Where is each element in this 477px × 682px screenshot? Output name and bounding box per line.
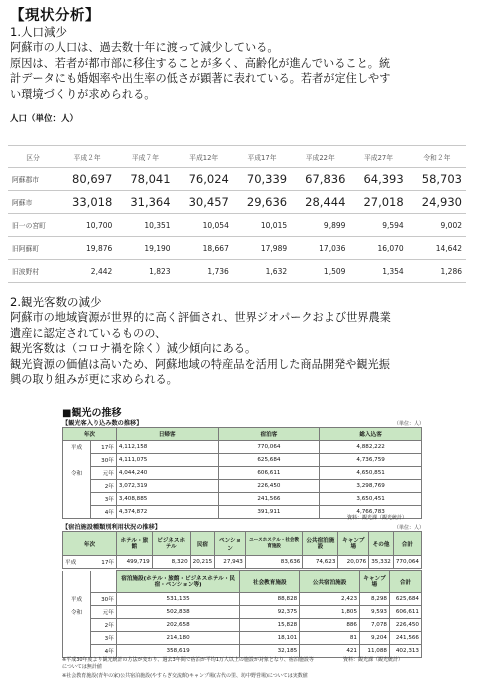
lodging-table-a xyxy=(62,531,422,569)
era-cell: 令和 xyxy=(63,606,91,619)
cell: 502,838 xyxy=(116,606,240,619)
cell: 17,989 xyxy=(233,237,291,260)
cell: 81 xyxy=(300,632,360,645)
cell: 2,423 xyxy=(300,593,360,606)
cell: 10,015 xyxy=(233,214,291,237)
cell: 202,658 xyxy=(116,619,240,632)
cell: 625,684 xyxy=(389,593,421,606)
cell: 18,667 xyxy=(175,237,233,260)
cell: 4,736,759 xyxy=(320,454,422,467)
cell: 8,320 xyxy=(152,556,190,569)
table1-source: 資料：観光課（観光統計） xyxy=(347,515,408,521)
header-cell: 平成22年 xyxy=(291,146,349,168)
header-cell: キャンプ場 xyxy=(338,532,369,556)
cell: 1,632 xyxy=(233,260,291,283)
cell: 16,070 xyxy=(349,237,407,260)
table-row xyxy=(63,480,422,493)
cell: 1,509 xyxy=(291,260,349,283)
era-cell xyxy=(63,454,91,467)
cell: 4,044,240 xyxy=(116,467,218,480)
cell: 20,076 xyxy=(338,556,369,569)
cell: 499,719 xyxy=(117,556,153,569)
year-cell: 30年 xyxy=(90,593,116,606)
header-cell: ビジネスホテル xyxy=(152,532,190,556)
cell: 606,611 xyxy=(389,606,421,619)
header-cell: 宿泊客 xyxy=(218,428,320,441)
era-cell xyxy=(63,493,91,506)
cell: 28,444 xyxy=(291,191,349,214)
cell: 15,828 xyxy=(240,619,300,632)
cell: 531,135 xyxy=(116,593,240,606)
cell: 10,054 xyxy=(175,214,233,237)
paragraph-line: 遺産に認定されているものの、 xyxy=(10,326,167,340)
cell: 226,450 xyxy=(389,619,421,632)
blank-cell xyxy=(63,571,91,593)
header-cell: 区分 xyxy=(8,146,58,168)
era-cell xyxy=(63,632,91,645)
header-cell: 公共宿泊施設 xyxy=(300,571,360,593)
cell: 67,836 xyxy=(291,168,349,191)
cell: 17,036 xyxy=(291,237,349,260)
era-cell xyxy=(63,506,91,519)
header-cell: 年次 xyxy=(63,532,117,556)
table-row xyxy=(8,214,466,237)
table-row xyxy=(63,493,422,506)
paragraph-line: 阿蘇市の人口は、過去数十年に渡って減少している。 xyxy=(10,41,279,54)
cell: 1,354 xyxy=(349,260,407,283)
cell: 770,064 xyxy=(218,441,320,454)
header-cell: 合計 xyxy=(393,532,421,556)
cell: 30,457 xyxy=(175,191,233,214)
header-cell: 合計 xyxy=(389,571,421,593)
table-row xyxy=(63,454,422,467)
lodging-table-b xyxy=(62,570,422,658)
cell: 7,078 xyxy=(360,619,390,632)
section2-title: 2.観光客数の減少 xyxy=(10,295,102,309)
cell: 4,766,783 xyxy=(320,506,422,519)
cell: 3,408,885 xyxy=(116,493,218,506)
header-cell: 平成２年 xyxy=(58,146,116,168)
cell: 27,018 xyxy=(349,191,407,214)
cell: 241,566 xyxy=(389,632,421,645)
cell: 3,072,319 xyxy=(116,480,218,493)
year-cell: 17年 xyxy=(90,441,116,454)
cell: 1,823 xyxy=(116,260,174,283)
cell: 64,393 xyxy=(349,168,407,191)
row-label: 旧阿蘇町 xyxy=(8,237,58,260)
header-cell: キャンプ場 xyxy=(360,571,390,593)
table-header-row xyxy=(63,428,422,441)
cell: 58,703 xyxy=(408,168,466,191)
cell: 4,112,158 xyxy=(116,441,218,454)
cell: 9,899 xyxy=(291,214,349,237)
year-cell: 元年 xyxy=(90,606,116,619)
cell: 391,911 xyxy=(218,506,320,519)
header-cell: 日帰客 xyxy=(116,428,218,441)
cell: 11,088 xyxy=(360,645,390,658)
row-label: 阿蘇市 xyxy=(8,191,58,214)
cell: 19,876 xyxy=(58,237,116,260)
cell: 214,180 xyxy=(116,632,240,645)
cell: 20,215 xyxy=(190,556,215,569)
header-cell: 平成12年 xyxy=(175,146,233,168)
table1-caption: 【観光客入り込み数の推移】 xyxy=(62,420,143,427)
table2-source: 資料：観光課（観光統計） xyxy=(343,657,404,663)
cell: 18,101 xyxy=(240,632,300,645)
cell: 33,018 xyxy=(58,191,116,214)
cell: 80,697 xyxy=(58,168,116,191)
table-row xyxy=(8,168,466,191)
cell: 1,805 xyxy=(300,606,360,619)
cell: 4,111,075 xyxy=(116,454,218,467)
blank-cell xyxy=(90,571,116,593)
cell: 241,566 xyxy=(218,493,320,506)
cell: 8,298 xyxy=(360,593,390,606)
year-label: 17年 xyxy=(101,560,114,566)
cell: 83,636 xyxy=(245,556,303,569)
section1-text xyxy=(10,40,475,102)
cell: 78,041 xyxy=(116,168,174,191)
header-cell: 令和２年 xyxy=(408,146,466,168)
cell: 1,286 xyxy=(408,260,466,283)
cell: 9,594 xyxy=(349,214,407,237)
era-year-cell xyxy=(63,556,117,569)
table2-note1: ※平成30年度より観光統計の方法が変わり、過去3年間で宿泊が平均1万人以上の施設が対象となり、宿泊施設等 xyxy=(62,657,314,663)
population-table-caption: 人口（単位：人） xyxy=(10,114,79,124)
table-row xyxy=(8,260,466,283)
year-cell: 4年 xyxy=(90,645,116,658)
year-cell: 3年 xyxy=(90,632,116,645)
paragraph-line: い環境づくりが求められる。 xyxy=(10,87,156,101)
header-cell: 公共宿泊施設 xyxy=(303,532,338,556)
table1-unit: （単位：人） xyxy=(394,421,425,427)
cell: 9,002 xyxy=(408,214,466,237)
header-cell: 民宿 xyxy=(190,532,215,556)
header-cell: ペンション xyxy=(215,532,246,556)
paragraph-line: 原因は、若者が都市部に移住することが多く、高齢化が進んでいること。統 xyxy=(10,56,391,70)
cell: 35,332 xyxy=(369,556,394,569)
cell: 421 xyxy=(300,645,360,658)
table2-note1b: については無計値 xyxy=(62,664,102,670)
year-cell: 2年 xyxy=(90,480,116,493)
year-cell: 30年 xyxy=(90,454,116,467)
cell: 4,882,222 xyxy=(320,441,422,454)
cell: 70,339 xyxy=(233,168,291,191)
cell: 19,190 xyxy=(116,237,174,260)
header-cell: 年次 xyxy=(63,428,117,441)
year-cell: 元年 xyxy=(90,467,116,480)
cell: 14,642 xyxy=(408,237,466,260)
page-heading: 【現状分析】 xyxy=(10,8,100,24)
cell: 1,736 xyxy=(175,260,233,283)
header-cell: 総入込客 xyxy=(320,428,422,441)
cell: 3,298,769 xyxy=(320,480,422,493)
cell: 10,700 xyxy=(58,214,116,237)
cell: 770,064 xyxy=(393,556,421,569)
cell: 4,374,872 xyxy=(116,506,218,519)
paragraph-line: 阿蘇市の地域資源が世界的に高く評価され、世界ジオパークおよび世界農業 xyxy=(10,311,391,324)
cell: 76,024 xyxy=(175,168,233,191)
population-table xyxy=(8,145,466,283)
cell: 2,442 xyxy=(58,260,116,283)
table-row xyxy=(8,191,466,214)
era-cell: 平成 xyxy=(63,593,91,606)
section1-title: 1.人口減少 xyxy=(10,25,67,39)
table-row xyxy=(63,467,422,480)
cell: 4,650,851 xyxy=(320,467,422,480)
year-cell: 2年 xyxy=(90,619,116,632)
table-row xyxy=(8,237,466,260)
table-row xyxy=(63,632,422,645)
table-header-row xyxy=(63,532,422,556)
table-row xyxy=(63,556,422,569)
cell: 31,364 xyxy=(116,191,174,214)
cell: 24,930 xyxy=(408,191,466,214)
header-cell: 平成27年 xyxy=(349,146,407,168)
visitors-table xyxy=(62,427,422,519)
table-header-row xyxy=(63,571,422,593)
header-cell: その他 xyxy=(369,532,394,556)
header-cell: 社会教育施設 xyxy=(240,571,300,593)
cell: 9,204 xyxy=(360,632,390,645)
header-cell: ユースホステル・社会教育施設 xyxy=(245,532,303,556)
cell: 402,313 xyxy=(389,645,421,658)
table-row xyxy=(63,606,422,619)
cell: 88,828 xyxy=(240,593,300,606)
header-cell: 平成17年 xyxy=(233,146,291,168)
row-label: 旧一の宮町 xyxy=(8,214,58,237)
era-cell xyxy=(63,480,91,493)
cell: 10,351 xyxy=(116,214,174,237)
row-label: 旧波野村 xyxy=(8,260,58,283)
era-label: 平成 xyxy=(65,560,77,566)
cell: 226,450 xyxy=(218,480,320,493)
row-label: 阿蘇郡市 xyxy=(8,168,58,191)
cell: 27,943 xyxy=(215,556,246,569)
era-cell: 平成 xyxy=(63,441,91,454)
table2-unit: （単位：人） xyxy=(394,525,425,531)
era-cell: 令和 xyxy=(63,467,91,480)
paragraph-line: 観光資源の価値は高いため、阿蘇地域の特産品を活用した商品開発や観光振 xyxy=(10,357,390,371)
cell: 3,650,451 xyxy=(320,493,422,506)
table-row xyxy=(63,619,422,632)
table-header-row xyxy=(8,146,466,168)
year-cell: 3年 xyxy=(90,493,116,506)
cell: 606,611 xyxy=(218,467,320,480)
cell: 358,619 xyxy=(116,645,240,658)
cell: 74,623 xyxy=(303,556,338,569)
cell: 886 xyxy=(300,619,360,632)
year-cell: 4年 xyxy=(90,506,116,519)
cell: 625,684 xyxy=(218,454,320,467)
cell: 92,375 xyxy=(240,606,300,619)
table-row xyxy=(63,441,422,454)
table2-note2: ※社会教育施設(青年の家)公共宿泊施設(やすらぎ交流館)キャンプ場(古代の里、坊中野営場)については実数値 xyxy=(62,673,308,679)
paragraph-line: 興の取り組みが更に求められる。 xyxy=(10,373,178,387)
header-cell: 平成７年 xyxy=(116,146,174,168)
cell: 32,185 xyxy=(240,645,300,658)
header-cell: ホテル・旅館 xyxy=(117,532,153,556)
kanko-title: ■観光の推移 xyxy=(62,408,122,419)
header-cell: 宿泊施設(ホテル・旅館・ビジネスホテル・民宿・ペンション等) xyxy=(116,571,240,593)
era-cell xyxy=(63,619,91,632)
section2-text xyxy=(10,310,475,388)
table2-caption: 【宿泊施設種類別利用状況の推移】 xyxy=(62,524,161,531)
cell: 9,593 xyxy=(360,606,390,619)
cell: 29,636 xyxy=(233,191,291,214)
paragraph-line: 観光客数は（コロナ禍を除く）減少傾向にある。 xyxy=(10,342,257,356)
paragraph-line: 計データにも婚姻率や出生率の低さが顕著に表れている。若者が定住しやす xyxy=(10,72,391,86)
table-row xyxy=(63,593,422,606)
